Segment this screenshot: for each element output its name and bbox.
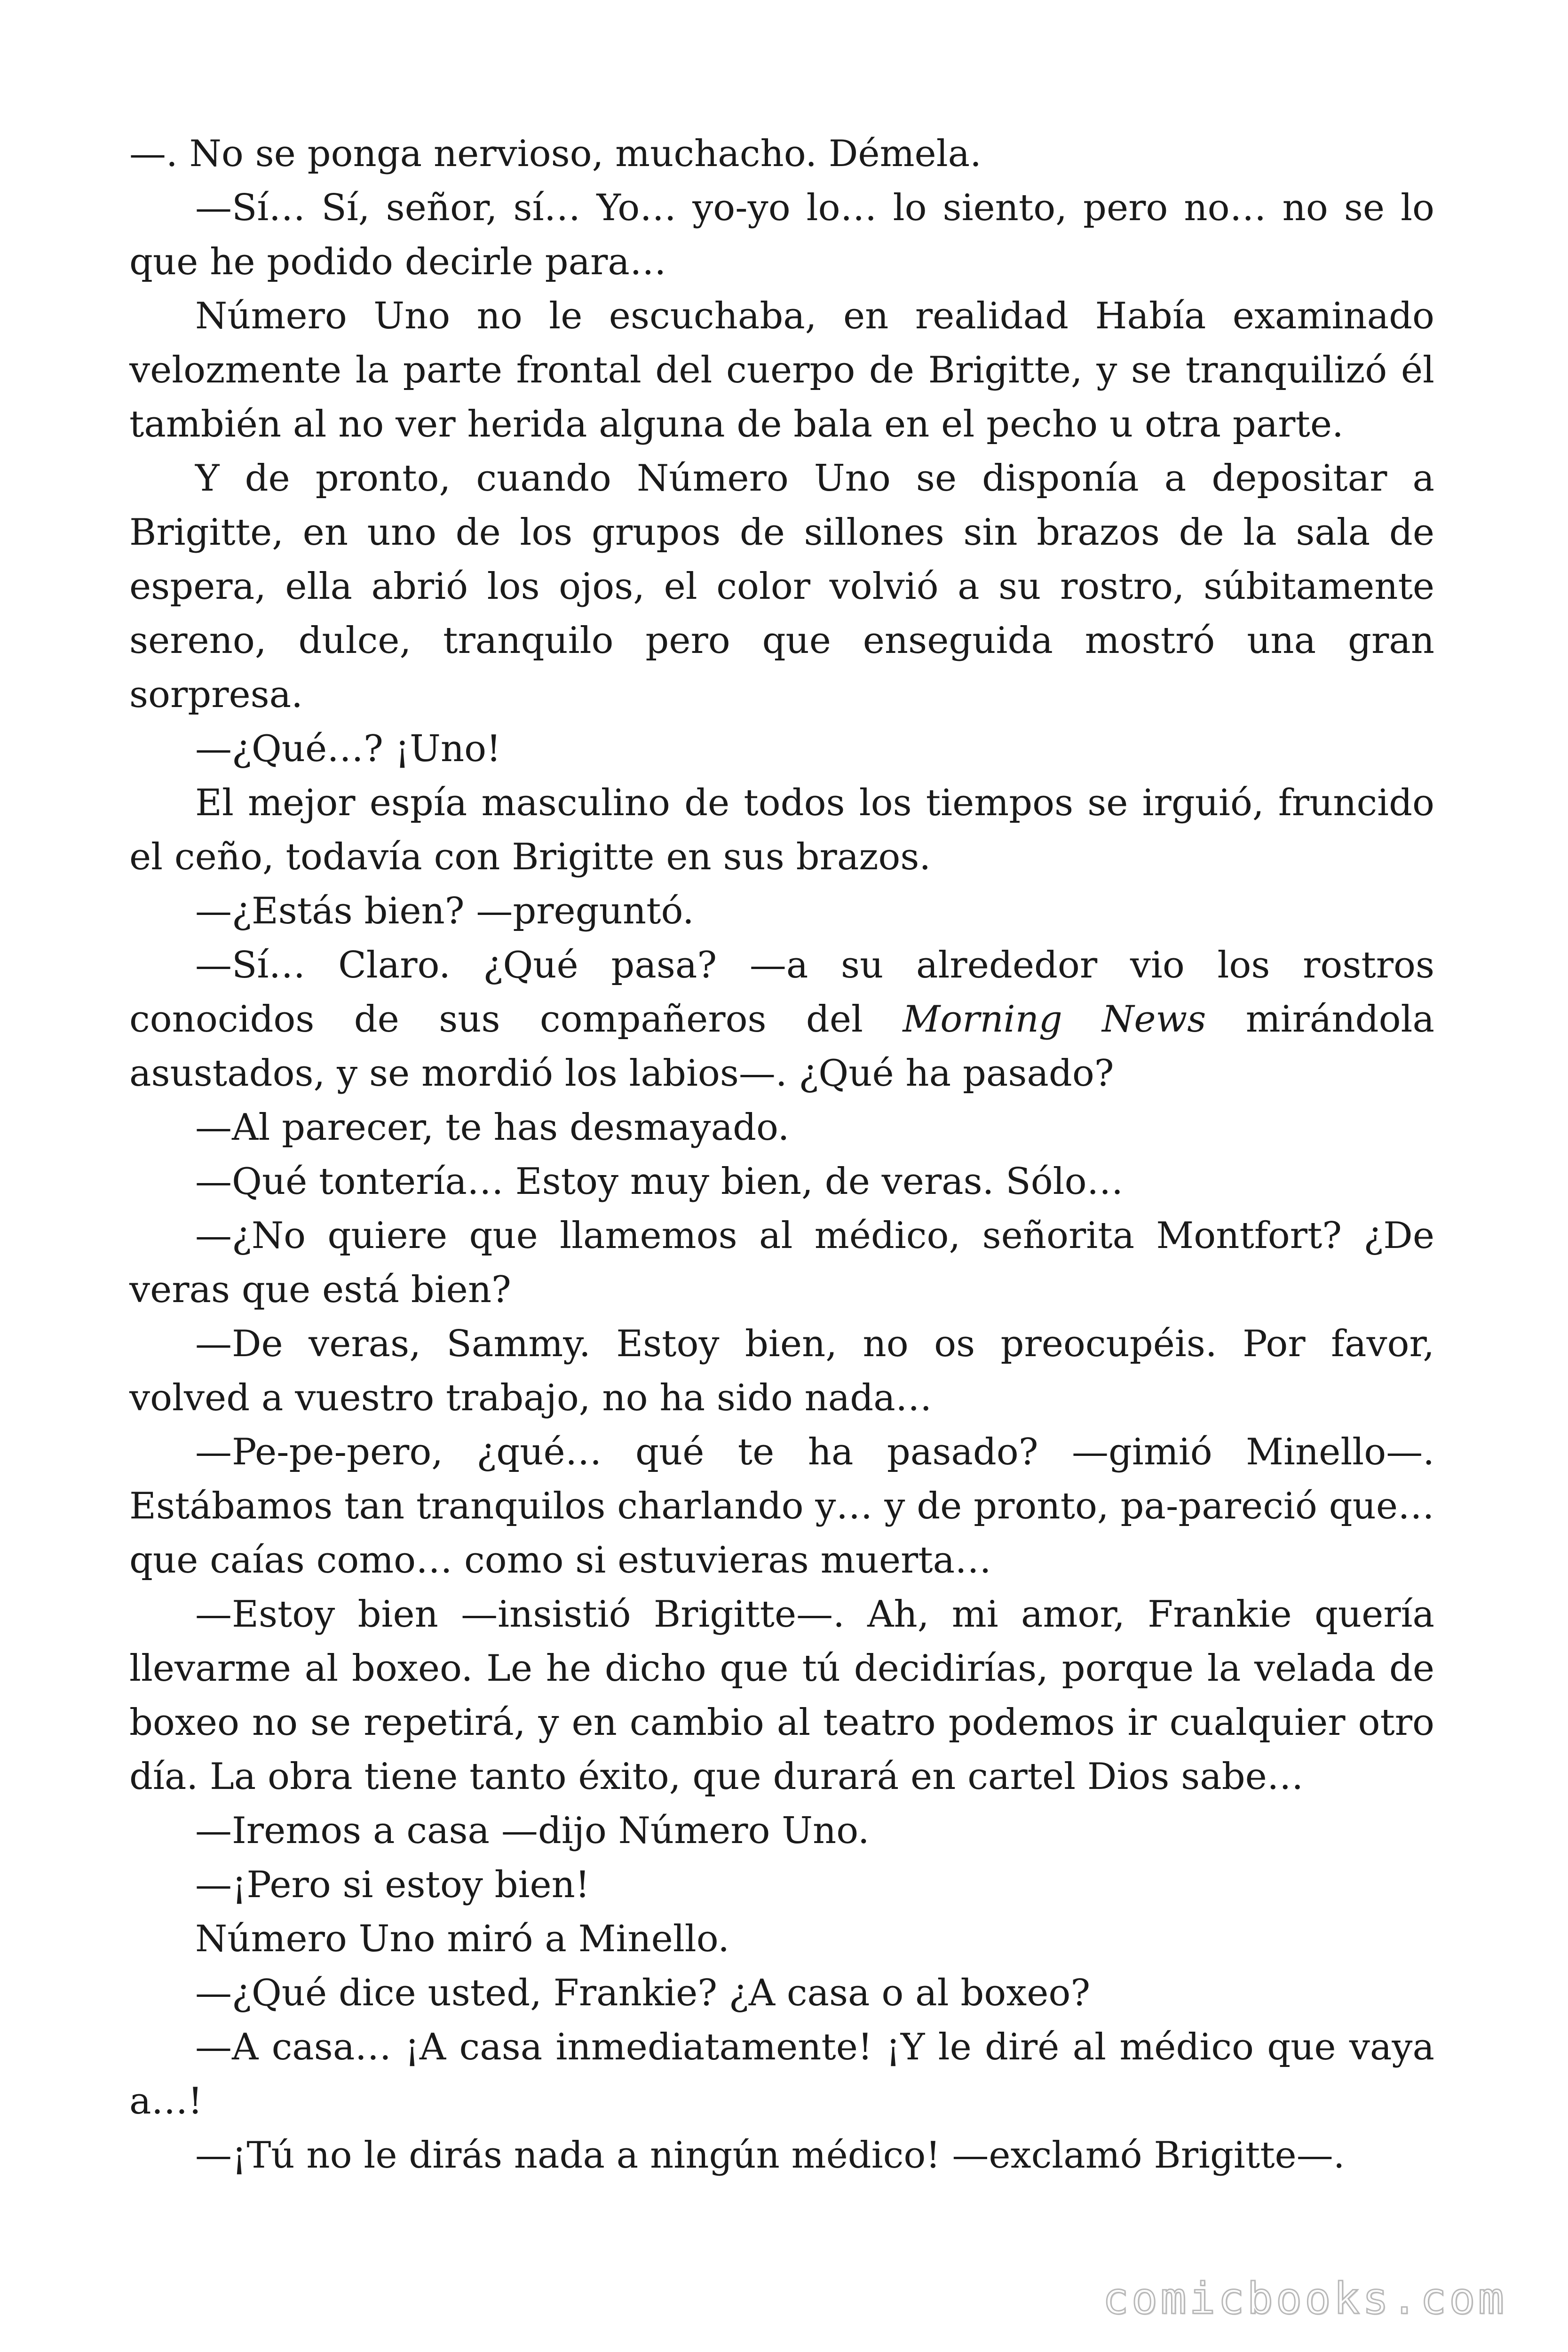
paragraph-text: —Sí… Claro. ¿Qué pasa? —a su alrededor vio los rostros conocidos de sus compañeros del — [129, 944, 1434, 1041]
paragraph: —¿Qué…? ¡Uno! — [195, 728, 501, 770]
paragraph: Número Uno no le escuchaba, en realidad Había examinado velozmente la parte frontal del cuerpo de Brigitte, y se tranquilizó él también al no ver herida alguna de bala en el pecho u otra parte. — [129, 295, 1434, 445]
paragraph: —¿Estás bien? —preguntó. — [195, 890, 694, 932]
paragraph — [129, 938, 1434, 1101]
paragraph: —. No se ponga nervioso, muchacho. Démela. — [129, 133, 982, 175]
paragraph: Número Uno miró a Minello. — [195, 1918, 730, 1960]
paragraph: —Qué tontería… Estoy muy bien, de veras. Sólo… — [195, 1160, 1124, 1203]
paragraph: —Pe-pe-pero, ¿qué… qué te ha pasado? —gimió Minello—. Estábamos tan tranquilos charlando y… y de pronto, pa-pareció que… que caías como… como si estuvieras muerta… — [129, 1431, 1434, 1581]
paragraph: —¡Pero si estoy bien! — [195, 1864, 590, 1906]
paragraph: —Estoy bien —insistió Brigitte—. Ah, mi amor, Frankie quería llevarme al boxeo. Le he dicho que tú decidirías, porque la velada de boxeo no se repetirá, y en cambio al teatro podemos ir cualquier otro día. La obra tiene tanto éxito, que durará en cartel Dios sabe… — [129, 1593, 1434, 1798]
paragraph: Y de pronto, cuando Número Uno se disponía a depositar a Brigitte, en uno de los grupos de sillones sin brazos de la sala de espera, ella abrió los ojos, el color volvió a su rostro, súbitamente sereno, dulce, tranquilo pero que enseguida mostró una gran sorpresa. — [129, 457, 1434, 716]
paragraph: —¡Tú no le dirás nada a ningún médico! —exclamó Brigitte—. — [195, 2134, 1345, 2177]
paragraph: —De veras, Sammy. Estoy bien, no os preocupéis. Por favor, volved a vuestro trabajo, no ha sido nada… — [129, 1323, 1434, 1419]
watermark: comicbooks.com — [1102, 2273, 1507, 2324]
paragraph: —Al parecer, te has desmayado. — [195, 1106, 790, 1149]
book-page-text — [129, 127, 1434, 2183]
newspaper-title: Morning News — [903, 998, 1206, 1041]
paragraph: El mejor espía masculino de todos los tiempos se irguió, fruncido el ceño, todavía con Brigitte en sus brazos. — [129, 782, 1434, 878]
paragraph: —¿Qué dice usted, Frankie? ¿A casa o al boxeo? — [195, 1972, 1091, 2014]
paragraph: —Sí… Sí, señor, sí… Yo… yo-yo lo… lo siento, pero no… no se lo que he podido decirle para… — [129, 187, 1434, 283]
paragraph: —A casa… ¡A casa inmediatamente! ¡Y le diré al médico que vaya a…! — [129, 2026, 1434, 2122]
paragraph: —¿No quiere que llamemos al médico, señorita Montfort? ¿De veras que está bien? — [129, 1215, 1434, 1311]
paragraph-text: mirándola asustados, y se mordió los labios—. ¿Qué ha pasado? — [129, 998, 1434, 1095]
paragraph: —Iremos a casa —dijo Número Uno. — [195, 1810, 870, 1852]
